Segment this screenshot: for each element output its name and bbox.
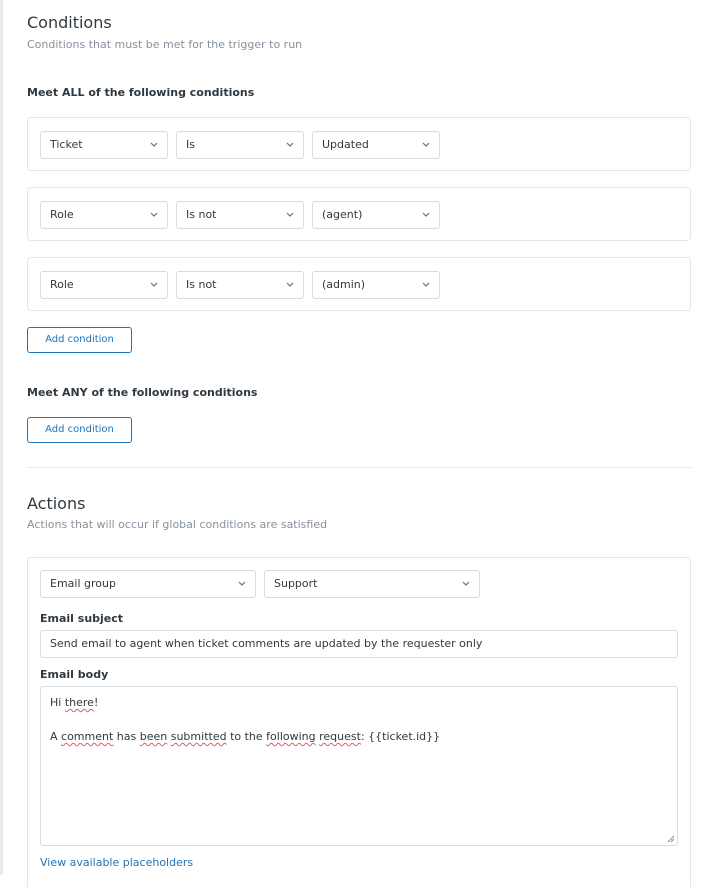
select-value: Ticket	[50, 138, 83, 151]
email-body-line	[50, 730, 668, 744]
select-value: (agent)	[322, 208, 363, 221]
condition-operator-select[interactable]	[176, 201, 304, 229]
body-text: been	[139, 730, 168, 743]
select-value: Role	[50, 208, 74, 221]
chevron-down-icon	[422, 282, 430, 287]
action-field-select[interactable]	[40, 570, 256, 598]
email-body-label: Email body	[40, 668, 109, 681]
action-value-select[interactable]	[264, 570, 480, 598]
body-text: submitted	[170, 730, 227, 743]
body-text: A	[50, 730, 62, 743]
conditions-subtitle: Conditions that must be met for the trigger to run	[27, 38, 303, 51]
condition-field-select[interactable]	[40, 131, 168, 159]
action-card	[27, 557, 691, 887]
condition-row	[27, 187, 691, 241]
email-subject-value: Send email to agent when ticket comments are updated by the requester only	[50, 637, 483, 650]
condition-row	[27, 117, 691, 171]
body-text: to the	[226, 730, 267, 743]
resize-grip-icon[interactable]	[667, 835, 675, 843]
condition-field-select[interactable]	[40, 271, 168, 299]
chevron-down-icon	[286, 212, 294, 217]
email-body-line	[50, 696, 668, 710]
condition-row	[27, 257, 691, 311]
condition-field-select[interactable]	[40, 201, 168, 229]
actions-subtitle: Actions that will occur if global conditions are satisfied	[27, 518, 328, 531]
chevron-down-icon	[150, 142, 158, 147]
body-text: has	[113, 730, 140, 743]
actions-title: Actions	[27, 494, 86, 513]
body-text: comment	[61, 730, 114, 743]
chevron-down-icon	[286, 282, 294, 287]
condition-value-select[interactable]	[312, 201, 440, 229]
body-text: following	[266, 730, 316, 743]
section-divider	[27, 467, 692, 468]
chevron-down-icon	[422, 212, 430, 217]
meet-all-label: Meet ALL of the following conditions	[27, 86, 255, 99]
condition-operator-select[interactable]	[176, 271, 304, 299]
left-border	[0, 0, 3, 875]
conditions-title: Conditions	[27, 13, 112, 32]
view-placeholders-link[interactable]: View available placeholders	[40, 856, 194, 869]
select-value: Is	[186, 138, 195, 151]
chevron-down-icon	[150, 212, 158, 217]
condition-value-select[interactable]	[312, 271, 440, 299]
add-all-condition-button[interactable]: Add condition	[27, 327, 132, 353]
select-value: (admin)	[322, 278, 366, 291]
chevron-down-icon	[150, 282, 158, 287]
chevron-down-icon	[238, 581, 246, 586]
select-value: Email group	[50, 577, 116, 590]
email-subject-label: Email subject	[40, 612, 124, 625]
meet-any-label: Meet ANY of the following conditions	[27, 386, 258, 399]
add-any-condition-button[interactable]: Add condition	[27, 417, 132, 443]
email-body-blank	[50, 710, 668, 730]
body-text: request	[319, 730, 361, 743]
email-subject-input[interactable]	[40, 630, 678, 658]
chevron-down-icon	[422, 142, 430, 147]
select-value: Support	[274, 577, 318, 590]
select-value: Is not	[186, 278, 217, 291]
body-text: there	[64, 696, 94, 709]
select-value: Role	[50, 278, 74, 291]
condition-value-select[interactable]	[312, 131, 440, 159]
select-value: Is not	[186, 208, 217, 221]
chevron-down-icon	[462, 581, 470, 586]
condition-operator-select[interactable]	[176, 131, 304, 159]
chevron-down-icon	[286, 142, 294, 147]
email-body-textarea[interactable]	[40, 686, 678, 846]
select-value: Updated	[322, 138, 369, 151]
body-text: !	[93, 696, 99, 709]
body-text: : {{ticket.id}}	[360, 730, 441, 743]
body-text: Hi	[50, 696, 65, 709]
